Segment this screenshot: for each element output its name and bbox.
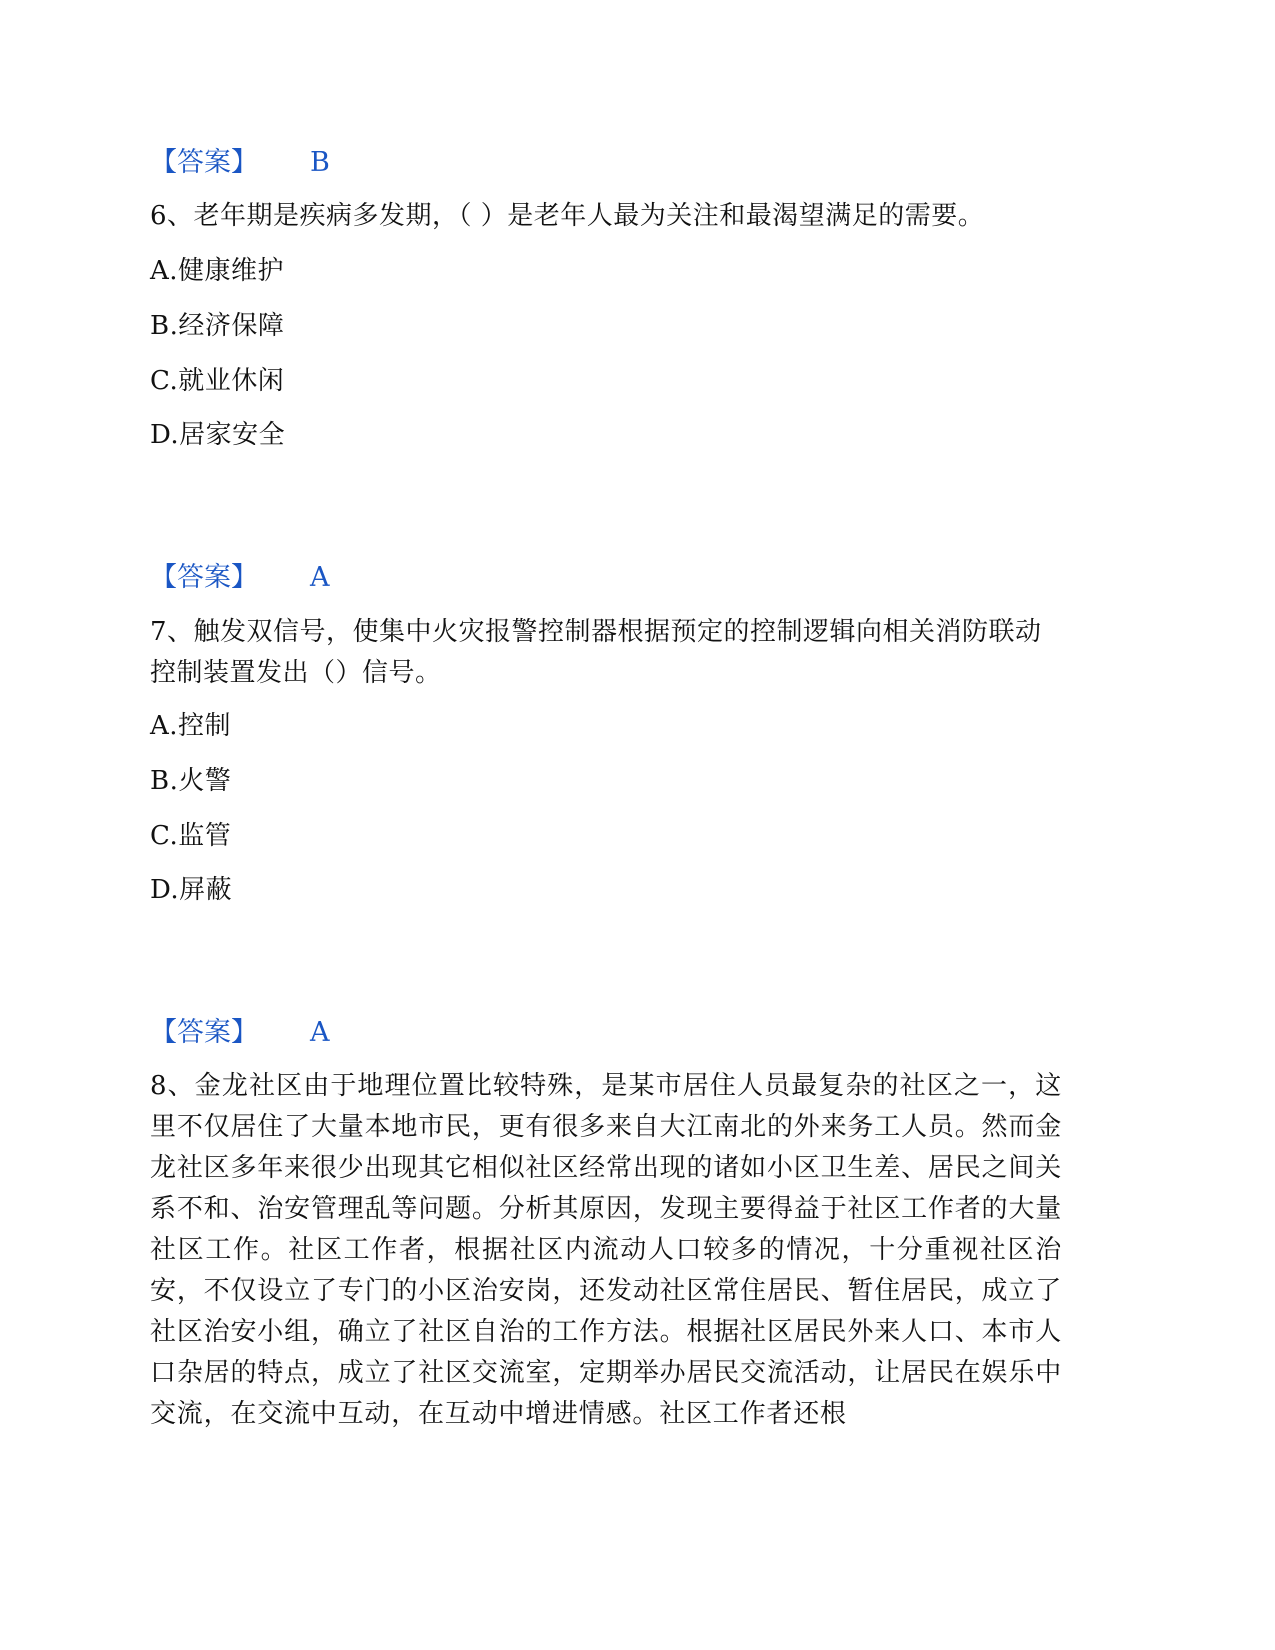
answer-value: B — [310, 147, 330, 178]
answer-line-q5 — [150, 145, 1120, 181]
answer-line-q6 — [150, 560, 1120, 596]
question-7-option-b: B.火警 — [150, 766, 232, 796]
answer-label: 【答案】 — [150, 147, 258, 178]
question-7-option-d: D.屏蔽 — [150, 875, 233, 905]
question-6-option-c: C.就业休闲 — [150, 366, 285, 396]
question-7-option-a: A.控制 — [150, 711, 232, 741]
answer-line-q7 — [150, 1015, 1120, 1051]
question-6-option-a: A.健康维护 — [150, 256, 285, 286]
answer-label: 【答案】 — [150, 562, 258, 593]
answer-value: A — [310, 562, 330, 593]
question-7-option-c: C.监管 — [150, 821, 232, 851]
question-8-passage: 8、金龙社区由于地理位置比较特殊，是某市居住人员最复杂的社区之一，这里不仅居住了大量本地市民，更有很多来自大江南北的外来务工人员。然而金龙社区多年来很少出现其它相似社区经常出现的诸如小区卫生差、居民之间关系不和、治安管理乱等问题。分析其原因，发现主要得益于社区工作者的大量社区工作。社区工作者，根据社区内流动人口较多的情况，十分重视社区治安，不仅设立了专门的小区治安岗，还发动社区常住居民、暂住居民，成立了社区治安小组，确立了社区自治的工作方法。根据社区居民外来人口、本市人口杂居的特点，成立了社区交流室，定期举办居民交流活动，让居民在娱乐中交流，在交流中互动，在互动中增进情感。社区工作者还根 — [150, 1071, 1062, 1429]
question-7-stem: 7、触发双信号，使集中火灾报警控制器根据预定的控制逻辑向相关消防联动控制装置发出（）信号。 — [150, 617, 1042, 688]
question-6-stem: 6、老年期是疾病多发期，（ ）是老年人最为关注和最渴望满足的需要。 — [150, 201, 985, 231]
answer-label: 【答案】 — [150, 1017, 258, 1048]
answer-value: A — [310, 1017, 330, 1048]
question-6-option-d: D.居家安全 — [150, 420, 286, 450]
question-6-option-b: B.经济保障 — [150, 311, 285, 341]
